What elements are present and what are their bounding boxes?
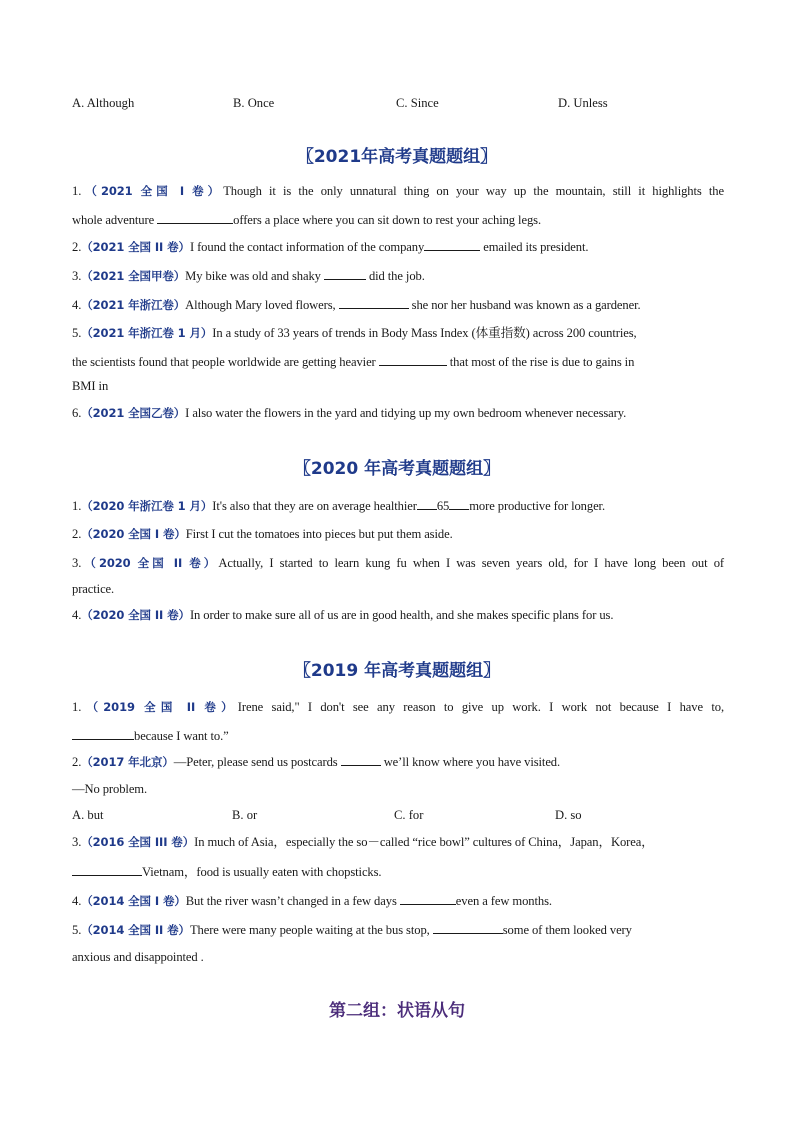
- question-2017: [72, 753, 724, 770]
- question-2019-1: [72, 699, 724, 715]
- question-text: offers a place where you can sit down to rest your aching legs.: [233, 213, 541, 227]
- question-2021-3: [72, 267, 724, 284]
- question-2016-cont: [72, 863, 724, 880]
- answer-blank[interactable]: [341, 753, 381, 766]
- question-source: （2021 全国 I 卷）: [81, 184, 224, 198]
- question-text: BMI in: [72, 379, 109, 393]
- question-text: that most of the rise is due to gains in: [446, 355, 635, 369]
- question-text: I found the contact information of the company: [189, 240, 425, 254]
- question-number-inline: 65: [436, 499, 450, 513]
- section-heading-2019: 〖2019 年高考真题题组〗: [293, 661, 501, 681]
- question-2014-2-cont: [72, 949, 724, 965]
- question-text: I also water the flowers in the yard and tidying up my own bedroom whenever necessary.: [185, 406, 627, 420]
- question-source: （2020 全国 II 卷）: [81, 608, 190, 622]
- question-source: （2014 全国 II 卷）: [81, 923, 190, 937]
- question-text: In order to make sure all of us are in good health, and she makes specific plans for us.: [189, 608, 614, 622]
- answer-blank[interactable]: [417, 497, 437, 510]
- question-number: 4.: [72, 608, 82, 622]
- answer-blank[interactable]: [433, 921, 503, 934]
- answer-blank[interactable]: [424, 238, 480, 251]
- question-text: more productive for longer.: [469, 499, 606, 513]
- question-2019-1-cont: [72, 727, 724, 744]
- question-number: 2.: [72, 527, 82, 541]
- question-source: （2016 全国 III 卷）: [81, 835, 195, 849]
- question-2020-4: [72, 607, 724, 623]
- question-2016: [72, 834, 724, 850]
- question-text: Irene said," I don't see any reason to give up work. I work not because I have to,: [237, 700, 724, 714]
- question-source: （2021 全国乙卷）: [81, 406, 186, 420]
- option-a: A. Although: [72, 96, 135, 110]
- question-number: 2.: [72, 755, 82, 769]
- question-number: 1.: [72, 184, 82, 198]
- question-2021-5-cont2: [72, 378, 724, 394]
- question-source: （2020 全国 I 卷）: [81, 527, 186, 541]
- question-number: 3.: [72, 269, 82, 283]
- question-text: There were many people waiting at the bus stop,: [189, 923, 433, 937]
- question-text: the scientists found that people worldwide are getting heavier: [72, 355, 379, 369]
- question-text: we’ll know where you have visited.: [380, 755, 561, 769]
- question-2021-6: [72, 405, 724, 421]
- question-text: —No problem.: [72, 782, 148, 796]
- question-source: （2020 全国 II 卷）: [81, 556, 219, 570]
- q2017-option-c: C. for: [394, 808, 424, 822]
- question-text: did the job.: [365, 269, 425, 283]
- question-number: 1.: [72, 499, 82, 513]
- question-text: Although Mary loved flowers,: [185, 298, 339, 312]
- question-source: （2017 年北京）: [81, 755, 174, 769]
- question-text: emailed its president.: [480, 240, 589, 254]
- q2017-option-d: D. so: [555, 808, 582, 822]
- section-heading-2020: 〖2020 年高考真题题组〗: [293, 459, 501, 479]
- answer-blank[interactable]: [157, 211, 233, 224]
- question-text: anxious and disappointed .: [72, 950, 204, 964]
- question-source: （2019 全国 II 卷）: [81, 700, 238, 714]
- question-2021-2: [72, 238, 724, 255]
- question-number: 2.: [72, 240, 82, 254]
- question-text: whole adventure: [72, 213, 158, 227]
- answer-blank[interactable]: [324, 267, 366, 280]
- question-2014-1: [72, 892, 724, 909]
- question-number: 3.: [72, 556, 82, 570]
- question-text: even a few months.: [455, 894, 552, 908]
- question-text: practice.: [72, 582, 115, 596]
- answer-blank[interactable]: [72, 727, 134, 740]
- question-text: But the river wasn’t changed in a few days: [185, 894, 400, 908]
- question-2021-1-cont: [72, 211, 724, 228]
- question-text: In much of Asia，especially the so－called “rice bowl” cultures of China，Japan，Korea，: [194, 835, 654, 849]
- question-2021-5-cont: [72, 353, 724, 370]
- group-heading: 第二组：状语从句: [329, 1001, 465, 1021]
- question-number: 5.: [72, 326, 82, 340]
- question-2014-2: [72, 921, 724, 938]
- question-number: 5.: [72, 923, 82, 937]
- question-source: （2021 年浙江卷 1 月）: [81, 326, 213, 340]
- question-2020-3: [72, 555, 724, 571]
- question-source: （2014 全国 I 卷）: [81, 894, 186, 908]
- question-2020-3-cont: [72, 581, 724, 597]
- option-d: D. Unless: [558, 96, 608, 110]
- option-b: B. Once: [233, 96, 275, 110]
- q2017-option-a: A. but: [72, 808, 104, 822]
- question-text: Actually, I started to learn kung fu when I was seven years old, for I have long been out of: [218, 556, 724, 570]
- option-c: C. Since: [396, 96, 439, 110]
- question-2021-1: [72, 183, 724, 199]
- question-source: （2021 年浙江卷）: [81, 298, 186, 312]
- section-heading-2021: 〖2021年高考真题题组〗: [296, 147, 498, 167]
- question-source: （2021 全国 II 卷）: [81, 240, 190, 254]
- question-text: My bike was old and shaky: [185, 269, 324, 283]
- question-number: 4.: [72, 298, 82, 312]
- question-2017-cont: [72, 781, 724, 797]
- question-2020-1: [72, 497, 724, 514]
- answer-blank[interactable]: [339, 296, 409, 309]
- question-number: 3.: [72, 835, 82, 849]
- answer-blank[interactable]: [400, 892, 456, 905]
- answer-blank[interactable]: [379, 353, 447, 366]
- question-number: 4.: [72, 894, 82, 908]
- question-text: In a study of 33 years of trends in Body Mass Index (体重指数) across 200 countries,: [212, 326, 637, 340]
- question-text: some of them looked very: [502, 923, 632, 937]
- question-source: （2020 年浙江卷 1 月）: [81, 499, 213, 513]
- answer-blank[interactable]: [449, 497, 469, 510]
- answer-blank[interactable]: [72, 863, 142, 876]
- question-2020-2: [72, 526, 724, 542]
- question-text: —Peter, please send us postcards: [173, 755, 341, 769]
- question-text: Though it is the only unnatural thing on your way up the mountain, still it highlights the: [223, 184, 724, 198]
- question-number: 6.: [72, 406, 82, 420]
- question-text: First I cut the tomatoes into pieces but put them aside.: [185, 527, 453, 541]
- question-text: Vietnam，food is usually eaten with chopsticks.: [142, 865, 382, 879]
- question-text: It's also that they are on average healthier: [212, 499, 417, 513]
- question-text: she nor her husband was known as a gardener.: [408, 298, 641, 312]
- question-2021-4: [72, 296, 724, 313]
- question-text: because I want to.”: [134, 729, 229, 743]
- question-2021-5: [72, 325, 724, 341]
- q2017-option-b: B. or: [232, 808, 258, 822]
- question-source: （2021 全国甲卷）: [81, 269, 186, 283]
- question-number: 1.: [72, 700, 82, 714]
